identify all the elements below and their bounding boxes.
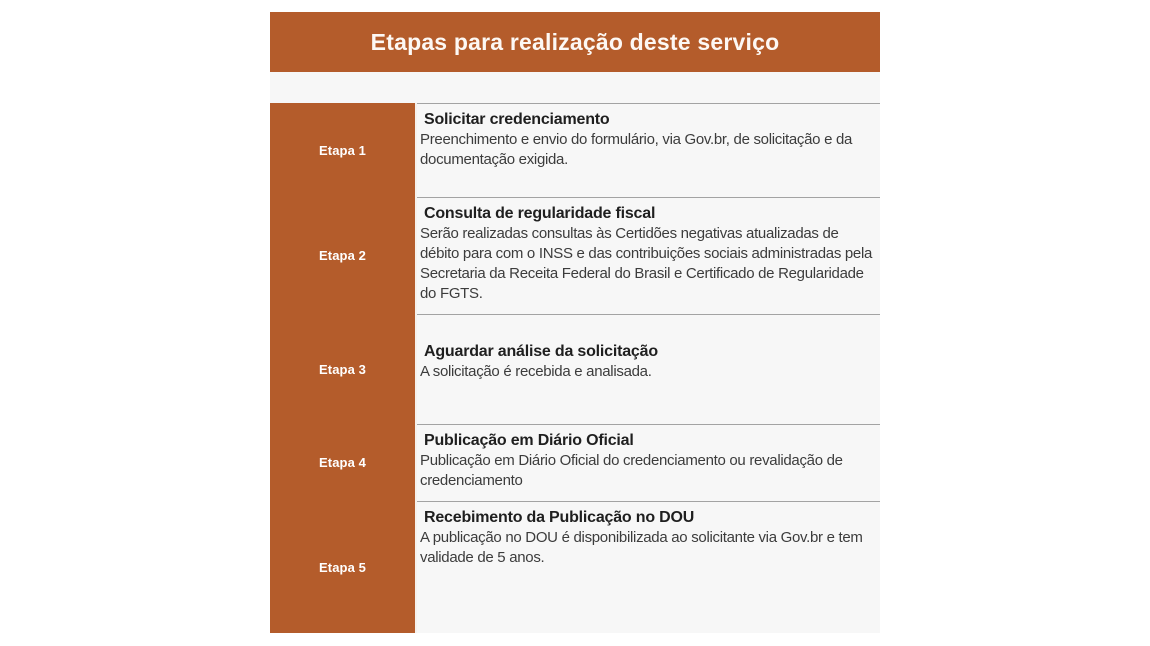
step-label-cell <box>270 197 417 314</box>
step-description: A solicitação é recebida e analisada. <box>420 363 652 380</box>
step-row-1 <box>270 103 880 197</box>
step-label: Etapa 2 <box>319 248 366 263</box>
step-title: Recebimento da Publicação no DOU <box>424 509 695 526</box>
step-row-5 <box>270 501 880 633</box>
steps-table <box>270 103 880 633</box>
step-content-cell <box>417 197 880 314</box>
step-row-4 <box>270 424 880 501</box>
step-description: Preenchimento e envio do formulário, via Gov.br, de solicitação e da documentação exigida. <box>420 131 853 168</box>
step-title: Aguardar análise da solicitação <box>424 343 658 360</box>
step-label-cell <box>270 501 417 633</box>
step-content-cell <box>417 501 880 633</box>
step-row-3 <box>270 314 880 424</box>
step-description: Serão realizadas consultas às Certidões negativas atualizadas de débito para com o INSS e das contribuições sociais administradas pela Secretaria da Receita Federal do Brasil e Certificado de Regularidade do FGTS. <box>420 225 873 302</box>
step-label: Etapa 4 <box>319 455 366 470</box>
step-title: Consulta de regularidade fiscal <box>424 205 656 222</box>
step-label: Etapa 5 <box>319 559 366 575</box>
step-title: Publicação em Diário Oficial <box>424 432 634 449</box>
panel-title: Etapas para realização deste serviço <box>370 28 780 55</box>
step-label-cell <box>270 314 417 424</box>
step-label-cell <box>270 103 417 197</box>
steps-panel <box>270 12 880 633</box>
step-content-cell <box>417 103 880 197</box>
step-label: Etapa 3 <box>319 361 366 377</box>
step-label: Etapa 1 <box>319 142 366 158</box>
step-title: Solicitar credenciamento <box>424 111 610 128</box>
step-content-cell <box>417 314 880 424</box>
step-label-cell <box>270 424 417 501</box>
step-description: A publicação no DOU é disponibilizada ao solicitante via Gov.br e tem validade de 5 anos. <box>420 529 863 566</box>
step-description: Publicação em Diário Oficial do credenciamento ou revalidação de credenciamento <box>420 452 843 489</box>
panel-header <box>270 12 880 72</box>
step-row-2 <box>270 197 880 314</box>
step-content-cell <box>417 424 880 501</box>
header-gap-strip <box>270 72 880 103</box>
